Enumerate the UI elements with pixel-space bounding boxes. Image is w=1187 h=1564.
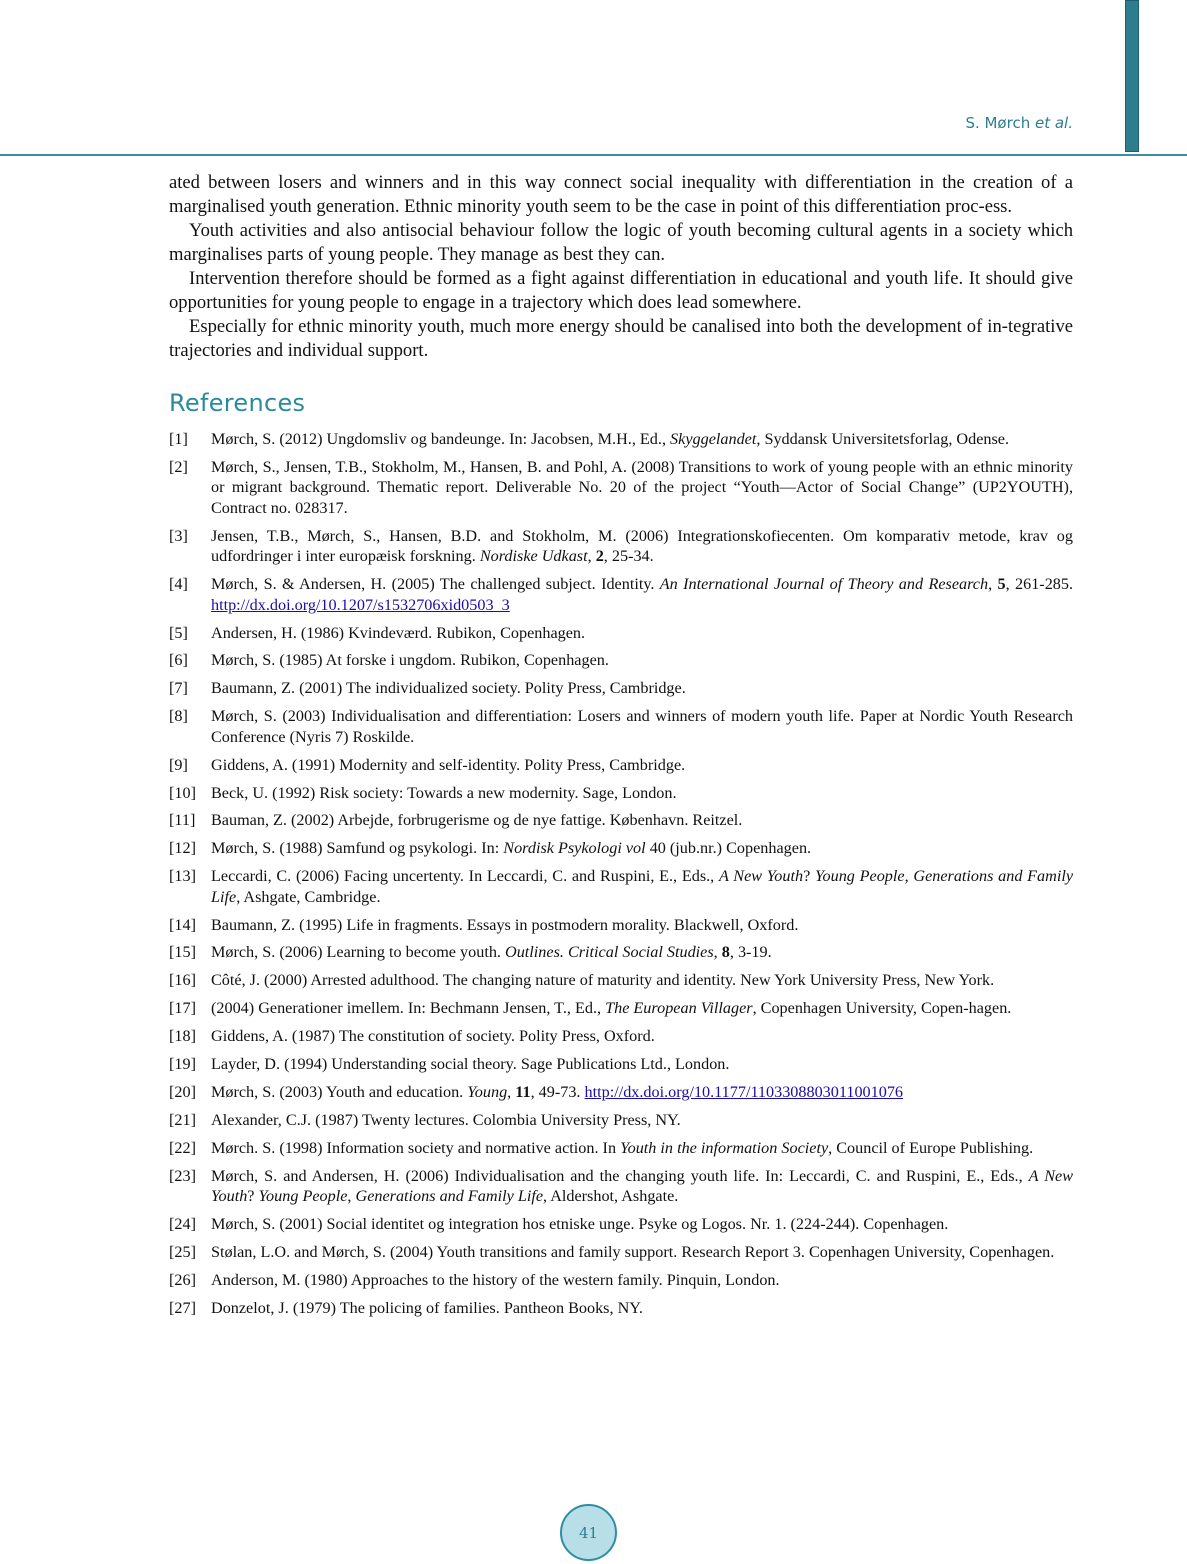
- reference-text: Mørch, S. (1988) Samfund og psykologi. In: Nordisk Psykologi vol 40 (jub.nr.) Copenhagen.: [211, 839, 812, 858]
- reference-item: [169, 1298, 1073, 1319]
- reference-number: [4]: [169, 575, 188, 594]
- reference-item: [169, 838, 1073, 859]
- reference-item: [169, 1214, 1073, 1235]
- reference-item: [169, 429, 1073, 450]
- reference-text: Mørch, S. (1985) At forske i ungdom. Rubikon, Copenhagen.: [211, 651, 609, 670]
- reference-text: Mørch, S. (2006) Learning to become youth. Outlines. Critical Social Studies, 8, 3-19.: [211, 943, 772, 962]
- reference-item: [169, 1138, 1073, 1159]
- reference-number: [25]: [169, 1242, 196, 1261]
- reference-text: Beck, U. (1992) Risk society: Towards a new modernity. Sage, London.: [211, 783, 677, 802]
- reference-item: [169, 1082, 1073, 1103]
- reference-number: [17]: [169, 999, 196, 1018]
- reference-number: [1]: [169, 430, 188, 448]
- reference-text: Mørch. S. (1998) Information society and normative action. In Youth in the information Society, Council of Europe Publishing.: [211, 1138, 1034, 1157]
- reference-number: [26]: [169, 1270, 196, 1289]
- reference-text: Leccardi, C. (2006) Facing uncertenty. In Leccardi, C. and Ruspini, E., Eds., A New Youth? Young People, Generations and Family Life, Ashgate, Cambridge.: [211, 867, 1074, 906]
- reference-number: [12]: [169, 839, 196, 858]
- reference-item: [169, 457, 1073, 519]
- running-head-etal: et al.: [1034, 114, 1073, 132]
- reference-text: Baumann, Z. (2001) The individualized society. Polity Press, Cambridge.: [211, 679, 686, 698]
- reference-number: [10]: [169, 783, 196, 802]
- reference-text: Côté, J. (2000) Arrested adulthood. The changing nature of maturity and identity. New York University Press, New York.: [211, 971, 995, 990]
- reference-list: [169, 429, 1073, 1318]
- reference-text: Andersen, H. (1986) Kvindeværd. Rubikon, Copenhagen.: [211, 623, 586, 642]
- reference-number: [7]: [169, 679, 188, 698]
- reference-text: Giddens, A. (1987) The constitution of society. Polity Press, Oxford.: [211, 1027, 655, 1046]
- reference-item: [169, 1166, 1073, 1207]
- references-heading: References: [169, 389, 306, 417]
- reference-number: [24]: [169, 1214, 196, 1233]
- reference-number: [11]: [169, 811, 196, 830]
- reference-text: Jensen, T.B., Mørch, S., Hansen, B.D. and Stokholm, M. (2006) Integrationskofiecenten. Om komparativ metode, krav og udfordringer i inter europæisk forskning. Nordiske Udkast, 2, 25-34.: [211, 526, 1073, 566]
- reference-number: [3]: [169, 526, 188, 545]
- reference-number: [20]: [169, 1082, 196, 1101]
- reference-number: [14]: [169, 915, 196, 934]
- reference-number: [9]: [169, 755, 188, 774]
- reference-item: [169, 866, 1073, 907]
- main-content: [169, 171, 1073, 1326]
- reference-number: [18]: [169, 1027, 196, 1046]
- reference-text: Stølan, L.O. and Mørch, S. (2004) Youth transitions and family support. Research Report 3. Copenhagen University, Copenhagen.: [211, 1242, 1055, 1261]
- reference-text: Mørch, S., Jensen, T.B., Stokholm, M., Hansen, B. and Pohl, A. (2008) Transitions to work of young people with an ethnic minority or migrant background. Thematic report. Deliverable No. 20 of the project “Youth—Actor of Social Change” (UP2YOUTH), Contract no. 028317.: [211, 457, 1073, 517]
- body-paragraph: Intervention therefore should be formed as a fight against differentiation in educational and youth life. It should give opportunities for young people to engage in a trajectory which does lead somewhere.: [169, 268, 1073, 313]
- running-head-author: S. Mørch: [965, 114, 1035, 132]
- reference-text: Giddens, A. (1991) Modernity and self-identity. Polity Press, Cambridge.: [211, 755, 686, 774]
- reference-item: [169, 526, 1073, 567]
- reference-item: [169, 574, 1073, 615]
- reference-item: [169, 970, 1073, 991]
- body-paragraph: ated between losers and winners and in this way connect social inequality with differentiation in the creation of a marginalised youth generation. Ethnic minority youth seem to be the case in point of this differentiation proc-ess.: [169, 172, 1073, 217]
- reference-item: [169, 755, 1073, 776]
- reference-text: (2004) Generationer imellem. In: Bechmann Jensen, T., Ed., The European Villager, Copenhagen University, Copen-hagen.: [211, 999, 1012, 1018]
- reference-item: [169, 1242, 1073, 1263]
- reference-number: [6]: [169, 651, 188, 670]
- reference-item: [169, 623, 1073, 644]
- reference-text: Alexander, C.J. (1987) Twenty lectures. Colombia University Press, NY.: [211, 1110, 681, 1129]
- reference-number: [5]: [169, 623, 188, 642]
- reference-text: Mørch, S. (2012) Ungdomsliv og bandeunge. In: Jacobsen, M.H., Ed., Skyggelandet, Syddansk Universitetsforlag, Odense.: [211, 430, 1010, 448]
- reference-text: Baumann, Z. (1995) Life in fragments. Essays in postmodern morality. Blackwell, Oxford.: [211, 915, 799, 934]
- reference-number: [2]: [169, 457, 188, 476]
- body-paragraph: Especially for ethnic minority youth, much more energy should be canalised into both the development of in-tegrative trajectories and individual support.: [169, 316, 1073, 361]
- reference-number: [13]: [169, 867, 196, 886]
- reference-item: [169, 942, 1073, 963]
- reference-item: [169, 1026, 1073, 1047]
- reference-text: Mørch, S. (2003) Youth and education. Young, 11, 49-73. http://dx.doi.org/10.1177/1103308803011001076: [211, 1082, 904, 1101]
- reference-number: [16]: [169, 971, 196, 990]
- reference-item: [169, 650, 1073, 671]
- reference-number: [19]: [169, 1055, 196, 1074]
- reference-text: Mørch, S. (2003) Individualisation and differentiation: Losers and winners of modern youth life. Paper at Nordic Youth Research Conference (Nyris 7) Roskilde.: [211, 707, 1073, 746]
- page-number-badge: [560, 1504, 617, 1561]
- reference-number: [8]: [169, 707, 188, 726]
- reference-number: [15]: [169, 943, 196, 962]
- reference-item: [169, 706, 1073, 747]
- reference-number: [27]: [169, 1298, 196, 1317]
- reference-item: [169, 915, 1073, 936]
- reference-item: [169, 1270, 1073, 1291]
- reference-text: Mørch, S. & Andersen, H. (2005) The challenged subject. Identity. An International Journal of Theory and Research, 5, 261-285. http://dx.doi.org/10.1207/s1532706xid0503_3: [211, 575, 1074, 614]
- reference-text: Mørch, S. (2001) Social identitet og integration hos etniske unge. Psyke og Logos. Nr. 1. (224-244). Copenhagen.: [211, 1214, 949, 1233]
- doi-link[interactable]: http://dx.doi.org/10.1177/1103308803011001076: [584, 1082, 904, 1101]
- reference-number: [22]: [169, 1138, 196, 1157]
- reference-number: [23]: [169, 1166, 196, 1185]
- body-paragraph: Youth activities and also antisocial behaviour follow the logic of youth becoming cultural agents in a society which marginalises parts of young people. They manage as best they can.: [169, 220, 1073, 265]
- header-accent-bar: [1125, 0, 1139, 152]
- header-rule: [0, 154, 1187, 156]
- reference-text: Bauman, Z. (2002) Arbejde, forbrugerisme og de nye fattige. København. Reitzel.: [211, 811, 743, 830]
- reference-number: [21]: [169, 1110, 196, 1129]
- reference-item: [169, 810, 1073, 831]
- running-head: [965, 114, 1073, 132]
- doi-link[interactable]: http://dx.doi.org/10.1207/s1532706xid0503_3: [211, 595, 510, 614]
- page-number: 41: [578, 1523, 599, 1542]
- reference-item: [169, 1054, 1073, 1075]
- reference-item: [169, 1110, 1073, 1131]
- reference-text: Anderson, M. (1980) Approaches to the history of the western family. Pinquin, London.: [211, 1270, 780, 1289]
- reference-text: Mørch, S. and Andersen, H. (2006) Individualisation and the changing youth life. In: Leccardi, C. and Ruspini, E., Eds., A New Youth? Young People, Generations and Family Life, Aldershot, Ashgate.: [211, 1166, 1073, 1206]
- reference-text: Donzelot, J. (1979) The policing of families. Pantheon Books, NY.: [211, 1298, 643, 1317]
- reference-text: Layder, D. (1994) Understanding social theory. Sage Publications Ltd., London.: [211, 1055, 730, 1074]
- reference-item: [169, 998, 1073, 1019]
- reference-item: [169, 678, 1073, 699]
- reference-item: [169, 783, 1073, 804]
